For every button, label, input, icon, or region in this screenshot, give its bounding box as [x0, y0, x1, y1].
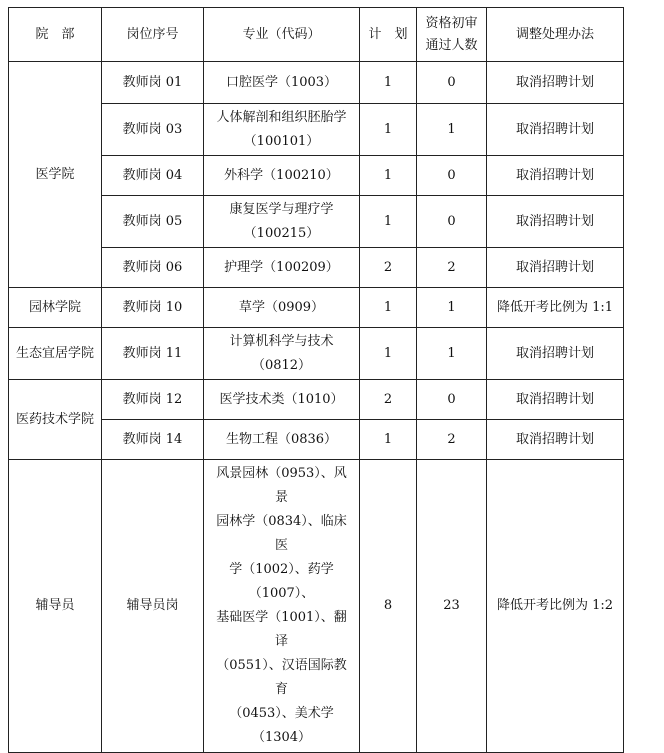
dept-cell: 生态宜居学院 — [9, 328, 102, 380]
major-line: （100101） — [243, 133, 320, 149]
post-cell: 教师岗 03 — [102, 104, 204, 156]
plan-cell: 1 — [360, 156, 417, 196]
major-line: （0551）、汉语国际教育 — [216, 658, 347, 697]
passed-cell: 2 — [417, 420, 487, 460]
table-row — [9, 288, 624, 328]
major-line: 草学（0909） — [238, 299, 325, 315]
major-line: 护理学（100209） — [224, 259, 339, 275]
passed-cell: 1 — [417, 288, 487, 328]
major-cell — [204, 420, 360, 460]
major-line: 计算机科学与技术 — [229, 333, 334, 349]
major-cell — [204, 288, 360, 328]
major-line: （0812） — [251, 357, 312, 373]
post-cell: 教师岗 12 — [102, 380, 204, 420]
post-cell: 教师岗 05 — [102, 196, 204, 248]
post-cell: 教师岗 06 — [102, 248, 204, 288]
table-row — [9, 196, 624, 248]
plan-cell: 8 — [360, 460, 417, 753]
plan-cell: 1 — [360, 420, 417, 460]
passed-cell: 2 — [417, 248, 487, 288]
action-cell: 取消招聘计划 — [487, 328, 624, 380]
major-line: 外科学（100210） — [224, 167, 339, 183]
major-cell — [204, 248, 360, 288]
post-cell: 教师岗 01 — [102, 62, 204, 104]
major-line: 园林学（0834）、临床医 — [216, 514, 347, 553]
header-passed-line1: 资格初审 — [425, 15, 478, 31]
dept-cell: 辅导员 — [9, 460, 102, 753]
passed-cell: 0 — [417, 62, 487, 104]
header-plan: 计 划 — [360, 8, 417, 62]
major-line: 人体解剖和组织胚胎学 — [216, 109, 347, 125]
major-line: 学（1002）、药学（1007）、 — [229, 562, 334, 601]
post-cell: 教师岗 14 — [102, 420, 204, 460]
table-row — [9, 328, 624, 380]
passed-cell: 0 — [417, 380, 487, 420]
action-cell: 取消招聘计划 — [487, 380, 624, 420]
plan-cell: 1 — [360, 104, 417, 156]
table-row — [9, 62, 624, 104]
major-line: 康复医学与理疗学 — [229, 201, 334, 217]
header-row — [9, 8, 624, 62]
table-row — [9, 104, 624, 156]
major-line: 生物工程（0836） — [225, 431, 338, 447]
plan-cell: 1 — [360, 196, 417, 248]
action-cell: 降低开考比例为 1:2 — [487, 460, 624, 753]
passed-cell: 1 — [417, 328, 487, 380]
major-cell — [204, 328, 360, 380]
header-major: 专业（代码） — [204, 8, 360, 62]
action-cell: 取消招聘计划 — [487, 196, 624, 248]
plan-cell: 2 — [360, 380, 417, 420]
passed-cell: 1 — [417, 104, 487, 156]
major-cell — [204, 156, 360, 196]
dept-cell: 医学院 — [9, 62, 102, 288]
major-cell — [204, 380, 360, 420]
header-passed — [417, 8, 487, 62]
table-row — [9, 380, 624, 420]
post-cell: 辅导员岗 — [102, 460, 204, 753]
dept-cell: 医药技术学院 — [9, 380, 102, 460]
action-cell: 取消招聘计划 — [487, 104, 624, 156]
table-row — [9, 248, 624, 288]
plan-cell: 2 — [360, 248, 417, 288]
major-cell — [204, 104, 360, 156]
major-cell — [204, 460, 360, 753]
passed-cell: 0 — [417, 156, 487, 196]
passed-cell: 0 — [417, 196, 487, 248]
post-cell: 教师岗 10 — [102, 288, 204, 328]
post-cell: 教师岗 11 — [102, 328, 204, 380]
major-line: 基础医学（1001）、翻译 — [216, 610, 347, 649]
major-cell — [204, 62, 360, 104]
action-cell: 取消招聘计划 — [487, 62, 624, 104]
major-cell — [204, 196, 360, 248]
table-row — [9, 460, 624, 753]
action-cell: 取消招聘计划 — [487, 248, 624, 288]
major-line: 口腔医学（1003） — [225, 74, 338, 90]
major-line: （100215） — [243, 225, 320, 241]
action-cell: 取消招聘计划 — [487, 156, 624, 196]
passed-cell: 23 — [417, 460, 487, 753]
plan-cell: 1 — [360, 288, 417, 328]
header-action: 调整处理办法 — [487, 8, 624, 62]
dept-cell: 园林学院 — [9, 288, 102, 328]
plan-cell: 1 — [360, 328, 417, 380]
post-cell: 教师岗 04 — [102, 156, 204, 196]
action-cell: 降低开考比例为 1:1 — [487, 288, 624, 328]
major-line: 风景园林（0953）、风景 — [216, 466, 347, 505]
header-dept: 院 部 — [9, 8, 102, 62]
major-line: 医学技术类（1010） — [219, 391, 344, 407]
table-row — [9, 156, 624, 196]
major-line: （0453）、美术学（1304） — [229, 706, 334, 745]
header-post-no: 岗位序号 — [102, 8, 204, 62]
action-cell: 取消招聘计划 — [487, 420, 624, 460]
recruitment-adjustment-table — [8, 7, 624, 753]
header-passed-line2: 通过人数 — [425, 37, 478, 53]
plan-cell: 1 — [360, 62, 417, 104]
table-row — [9, 420, 624, 460]
